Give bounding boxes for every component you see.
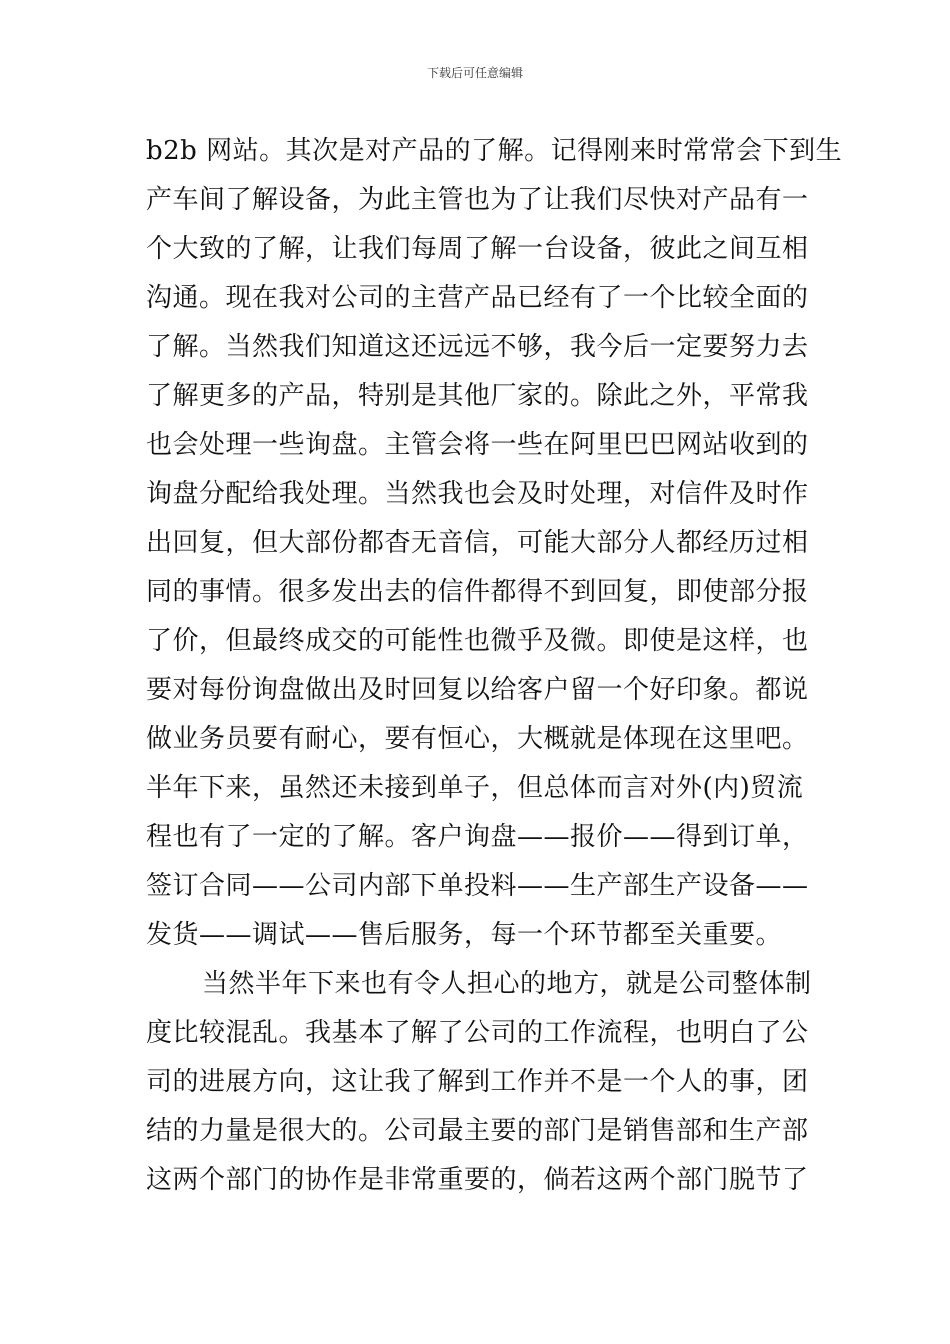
text-line: 个大致的了解，让我们每周了解一台设备，彼此之间互相 — [146, 234, 809, 264]
text-line: 了解。当然我们知道这还远远不够，我今后一定要努力去 — [146, 332, 809, 362]
page-header-note: 下载后可任意编辑 — [426, 66, 523, 80]
text-line: 半年下来，虽然还未接到单子，但总体而言对外(内)贸流 — [146, 773, 804, 803]
document-body — [146, 127, 843, 1205]
text-line: 程也有了一定的了解。客户询盘——报价——得到订单， — [146, 822, 809, 852]
text-line: 产车间了解设备，为此主管也为了让我们尽快对产品有一 — [146, 185, 809, 215]
text-line: 沟通。现在我对公司的主营产品已经有了一个比较全面的 — [146, 283, 809, 313]
text-line: 了价，但最终成交的可能性也微乎及微。即使是这样，也 — [146, 626, 809, 656]
text-line: 询盘分配给我处理。当然我也会及时处理，对信件及时作 — [146, 479, 809, 509]
paragraph-start-line: 当然半年下来也有令人担心的地方，就是公司整体制 — [202, 969, 812, 999]
text-line: 也会处理一些询盘。主管会将一些在阿里巴巴网站收到的 — [146, 430, 809, 460]
text-line: 这两个部门的协作是非常重要的，倘若这两个部门脱节了 — [146, 1165, 809, 1195]
text-line: 发货——调试——售后服务，每一个环节都至关重要。 — [146, 920, 783, 950]
text-line: 了解更多的产品，特别是其他厂家的。除此之外，平常我 — [146, 381, 809, 411]
text-line: 结的力量是很大的。公司最主要的部门是销售部和生产部 — [146, 1116, 809, 1146]
text-line: 签订合同——公司内部下单投料——生产部生产设备—— — [146, 871, 809, 901]
text-line: 度比较混乱。我基本了解了公司的工作流程，也明白了公 — [146, 1018, 809, 1048]
text-line: 做业务员要有耐心，要有恒心，大概就是体现在这里吧。 — [146, 724, 809, 754]
text-line: 出回复，但大部份都杳无音信，可能大部分人都经历过相 — [146, 528, 809, 558]
text-line: 同的事情。很多发出去的信件都得不到回复，即使部分报 — [146, 577, 809, 607]
text-line: 司的进展方向，这让我了解到工作并不是一个人的事，团 — [146, 1067, 809, 1097]
text-line: b2b 网站。其次是对产品的了解。记得刚来时常常会下到生 — [146, 136, 843, 166]
text-line: 要对每份询盘做出及时回复以给客户留一个好印象。都说 — [146, 675, 809, 705]
